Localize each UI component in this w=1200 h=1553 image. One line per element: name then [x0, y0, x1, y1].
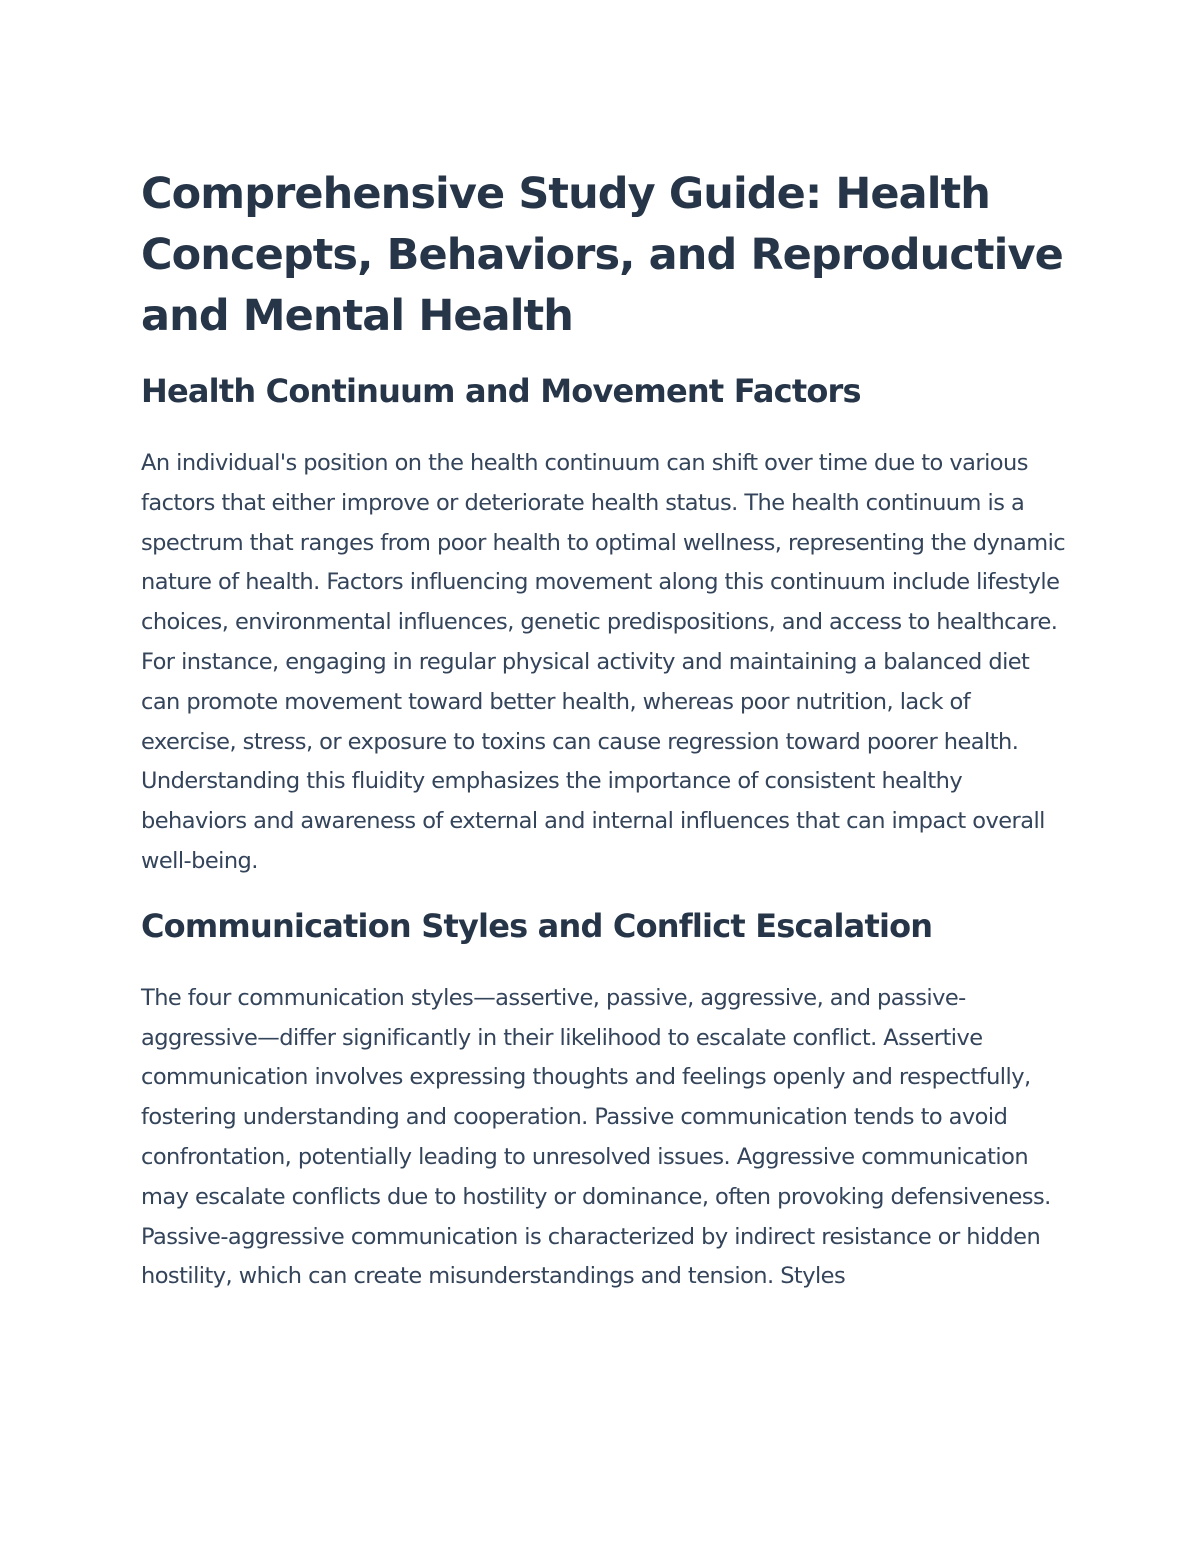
section-body-health-continuum: An individual's position on the health continuum can shift over time due to various factors that either improve or deteriorate health status. The health continuum is a spectrum that ranges from poor health to optimal wellness, representing the dynamic nature of health. Factors influencing movement along this continuum include lifestyle choices, environmental influences, genetic predispositions, and access to healthcare. For instance, engaging in regular physical activity and maintaining a balanced diet can promote movement toward better health, whereas poor nutrition, lack of exercise, stress, or exposure to toxins can cause regression toward poorer health. Understanding this fluidity emphasizes the importance of consistent healthy behaviors and awareness of external and internal influences that can impact overall well-being.	[141, 450, 1066, 874]
section-heading-health-continuum: Health Continuum and Movement Factors	[141, 372, 861, 410]
section-body-communication-styles: The four communication styles—assertive, passive, aggressive, and passive-aggressive—differ significantly in their likelihood to escalate conflict. Assertive communication involves expressing thoughts and feelings openly and respectfully, fostering understanding and cooperation. Passive communication tends to avoid confrontation, potentially leading to unresolved issues. Aggressive communication may escalate conflicts due to hostility or dominance, often provoking defensiveness. Passive-aggressive communication is characterized by indirect resistance or hidden hostility, which can create misunderstandings and tension. Styles	[141, 984, 1051, 1290]
document-title: Comprehensive Study Guide: Health Concepts, Behaviors, and Reproductive and Mental Health	[141, 169, 1063, 341]
section-heading-communication-styles: Communication Styles and Conflict Escalation	[141, 906, 933, 945]
document-page	[141, 164, 1066, 1297]
